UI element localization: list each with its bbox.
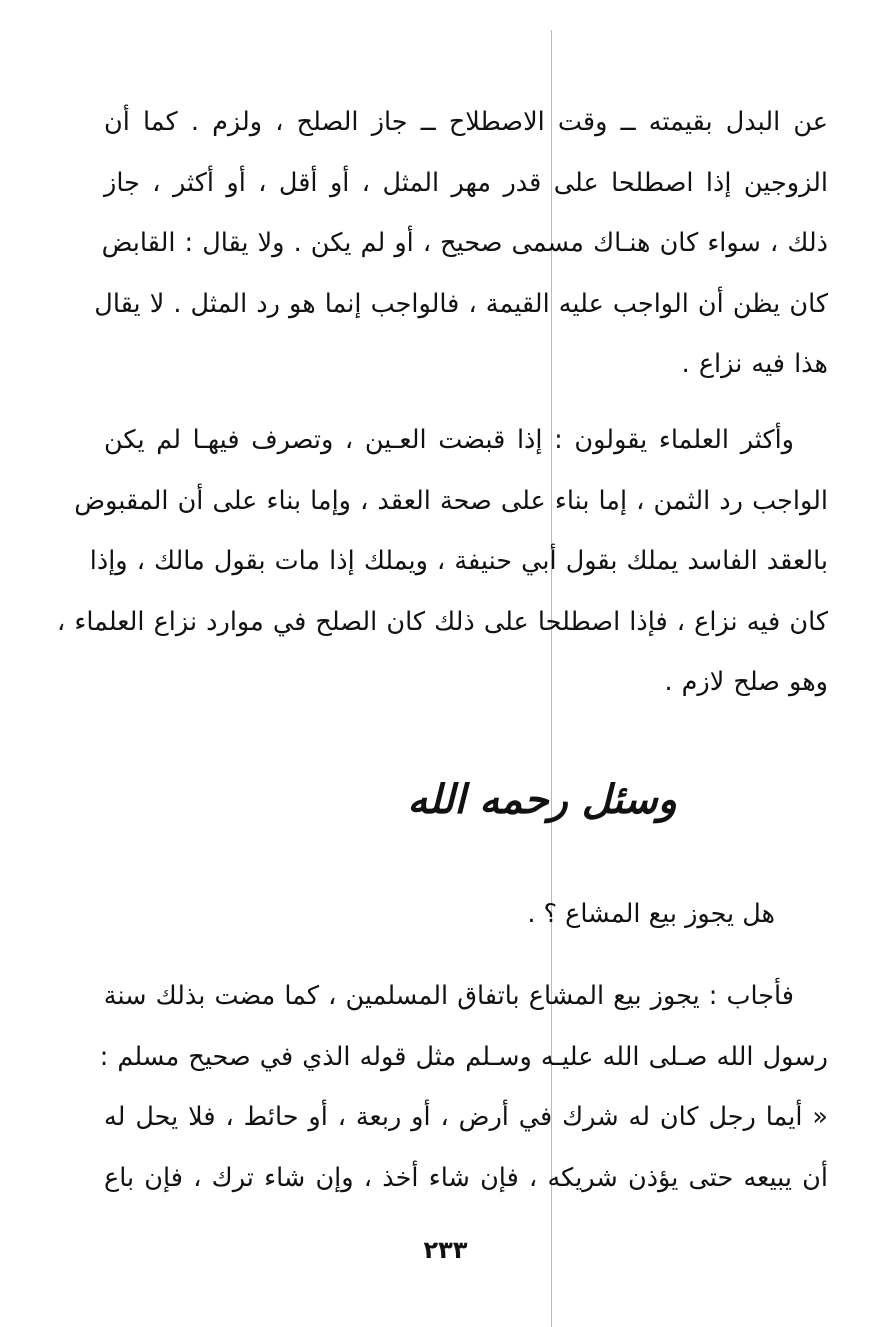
text-line: هذا فيه نزاع . xyxy=(681,349,828,379)
section-heading: وسئل رحمه الله xyxy=(407,776,677,823)
text-line: فأجاب : يجوز بيع المشاع باتفاق المسلمين ، كما مضت بذلك سنة xyxy=(103,981,794,1011)
text-line: رسول الله صـلى الله عليـه وسـلم مثل قوله الذي في صحيح مسلم : xyxy=(99,1041,828,1072)
question-text: هل يجوز بيع المشاع ؟ . xyxy=(527,899,775,929)
text-line: وهو صلح لازم . xyxy=(664,667,828,697)
paragraph-1 xyxy=(94,92,828,395)
page-number: ٢٣٣ xyxy=(423,1236,468,1264)
text-line: الواجب رد الثمن ، إما بناء على صحة العقد ، وإما بناء على أن المقبوض xyxy=(74,485,828,516)
text-line: كان فيه نزاع ، فإذا اصطلحا على ذلك كان الصلح في موارد نزاع العلماء ، xyxy=(57,606,828,637)
text-line: كان يظن أن الواجب عليه القيمة ، فالواجب إنما هو رد المثل . لا يقال xyxy=(94,288,828,319)
text-line: أن يبيعه حتى يؤذن شريكه ، فإن شاء أخذ ، وإن شاء ترك ، فإن باع xyxy=(104,1162,828,1193)
text-line: عن البدل بقيمته ــ وقت الاصطلاح ــ جاز الصلح ، ولزم . كما أن xyxy=(104,107,828,137)
paragraph-3 xyxy=(99,966,828,1208)
text-line: بالعقد الفاسد يملك بقول أبي حنيفة ، ويملك إذا مات بقول مالك ، وإذا xyxy=(89,546,828,576)
text-line: وأكثر العلماء يقولون : إذا قبضت العـين ، وتصرف فيهـا لم يكن xyxy=(104,425,794,455)
text-line: « أيما رجل كان له شرك في أرض ، أو ربعة ، أو حائط ، فلا يحل له xyxy=(104,1102,828,1132)
text-line: ذلك ، سواء كان هنـاك مسمى صحيح ، أو لم يكن . ولا يقال : القابض xyxy=(101,228,828,258)
paragraph-2 xyxy=(57,410,828,713)
text-line: الزوجين إذا اصطلحا على قدر مهر المثل ، أو أقل ، أو أكثر ، جاز xyxy=(104,167,828,198)
